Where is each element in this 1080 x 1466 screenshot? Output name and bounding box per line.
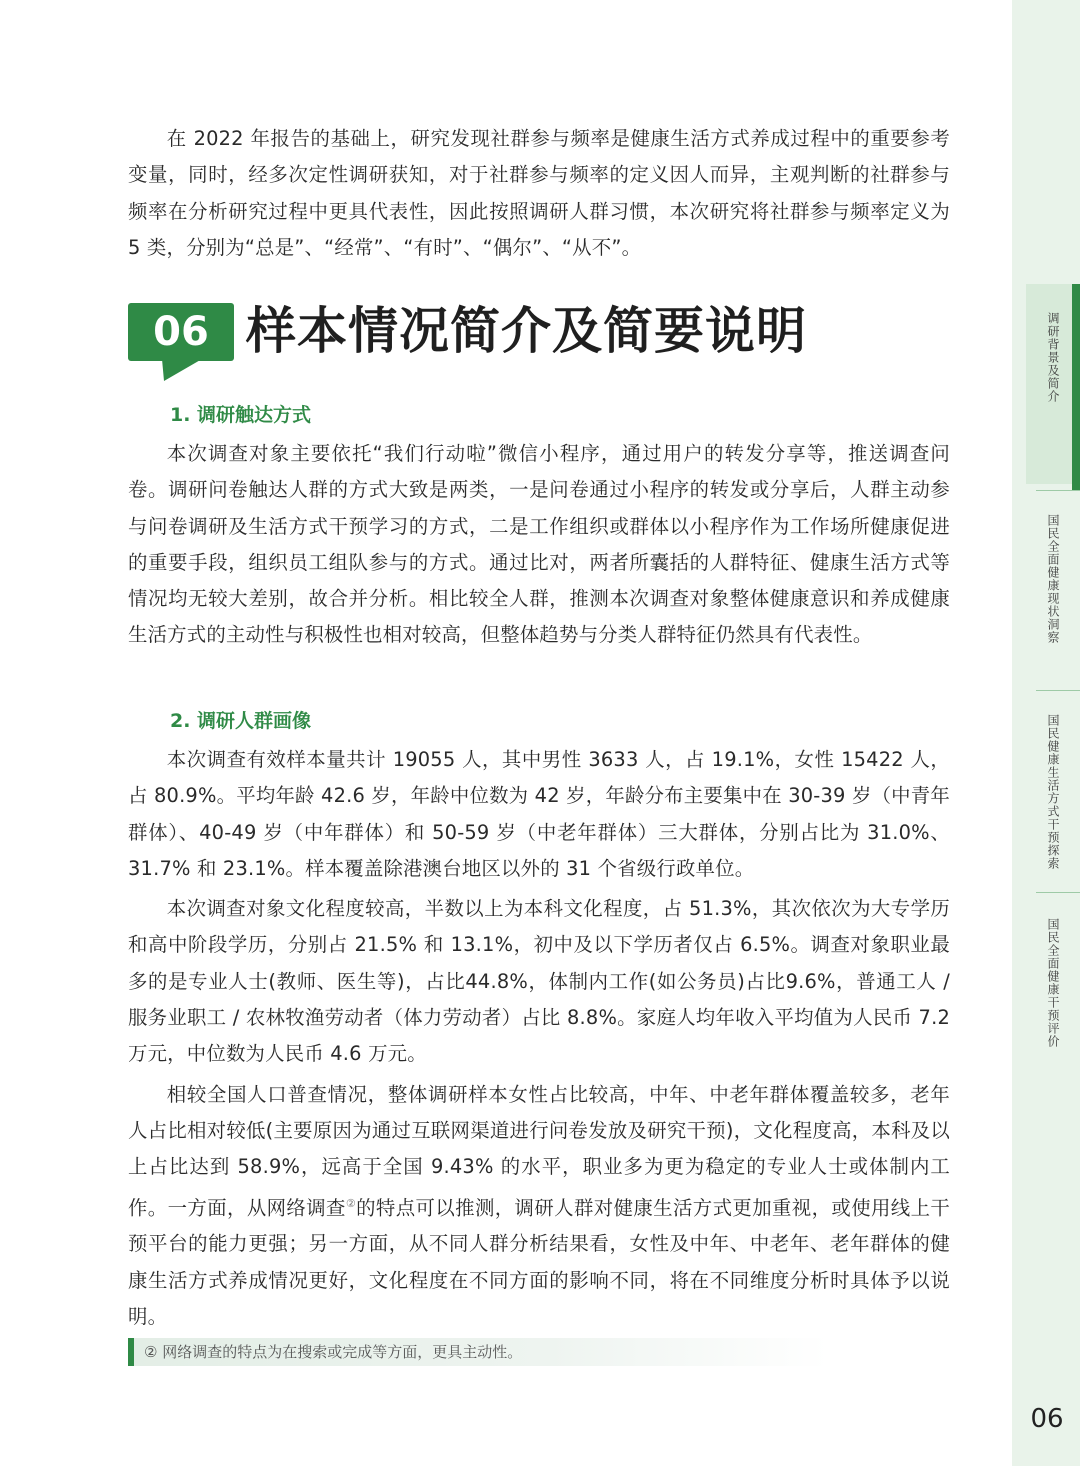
paragraph-text: 的特点可以推测，调研人群对健康生活方式更加重视，或使用线上干预平台的能力更强；另一方面，从不同人群分析结果看，女性及中年、中老年、老年群体的健康生活方式养成情况更好，文化程度在不同方面的影响不同，将在不同维度分析时具体予以说明。 <box>128 1196 951 1328</box>
sidebar-item-lifestyle-intervention[interactable]: 国民健康生活方式干预探索 <box>1046 714 1060 870</box>
subsection-heading: 1. 调研触达方式 <box>170 404 312 426</box>
section-title: 样本情况简介及简要说明 <box>246 302 807 360</box>
sidebar-divider <box>1036 490 1080 491</box>
section-number: 06 <box>153 309 209 355</box>
comparison-paragraph <box>128 1077 950 1336</box>
paragraph: 本次调查对象文化程度较高，半数以上为本科文化程度，占 51.3%，其次依次为大专学历和高中阶段学历，分别占 21.5% 和 13.1%，初中及以下学历者仅占 6.5%。调查对象职业最多的是专业人士(教师、医生等)，占比44.8%，体制内工作(如公务员)占比9.6%，普通工人 / 服务业职工 / 农林牧渔劳动者（体力劳动者）占比 8.8%。家庭人均年收入平均值为人民币 7.2 万元，中位数为人民币 4.6 万元。 <box>128 897 950 1066</box>
subsection-1 <box>128 400 950 654</box>
subsection-heading: 2. 调研人群画像 <box>170 710 312 732</box>
sidebar-item-health-status[interactable]: 国民全面健康现状洞察 <box>1046 514 1060 644</box>
sidebar-active-indicator <box>1072 284 1080 490</box>
footnote-text: ② 网络调查的特点为在搜索或完成等方面，更具主动性。 <box>144 1343 523 1361</box>
footnote-marker: ② <box>345 1196 357 1210</box>
section-number-badge <box>128 303 234 361</box>
footnote <box>128 1338 828 1366</box>
paragraph: 本次调查有效样本量共计 19055 人，其中男性 3633 人，占 19.1%，女性 15422 人，占 80.9%。平均年龄 42.6 岁，年龄中位数为 42 岁，年龄分布主要集中在 30-39 岁（中青年群体）、40-49 岁（中年群体）和 50-59 岁（中老年群体）三大群体，分别占比为 31.0%、31.7% 和 23.1%。样本覆盖除港澳台地区以外的 31 个省级行政单位。 <box>128 748 950 880</box>
paragraph-text: 相较全国人口普查情况，整体调研样本女性占比较高，中年、中老年群体覆盖较多，老年人占比相对较低(主要原因为通过互联网渠道进行问卷发放及研究干预)，文化程度高，本科及以上占比达到 58.9%，远高于全国 9.43% 的水平，职业多为更为稳定的专业人士或体制内工作。一方面，从网络调查 <box>128 1082 950 1220</box>
sidebar-item-background[interactable]: 调研背景及简介 <box>1046 312 1060 403</box>
intro-paragraph: 在 2022 年报告的基础上，研究发现社群参与频率是健康生活方式养成过程中的重要参考变量，同时，经多次定性调研获知，对于社群参与频率的定义因人而异，主观判断的社群参与频率在分析研究过程中更具代表性，因此按照调研人群习惯，本次研究将社群参与频率定义为 5 类，分别为“总是”、“经常”、“有时”、“偶尔”、“从不”。 <box>128 127 950 259</box>
page-number: 06 <box>1030 1404 1064 1434</box>
sidebar-item-intervention-evaluation[interactable]: 国民全面健康干预评价 <box>1046 918 1060 1048</box>
subsection-2 <box>128 706 950 1335</box>
sidebar-divider <box>1036 690 1080 691</box>
paragraph: 本次调查对象主要依托“我们行动啦”微信小程序，通过用户的转发分享等，推送调查问卷。调研问卷触达人群的方式大致是两类，一是问卷通过小程序的转发或分享后，人群主动参与问卷调研及生活方式干预学习的方式，二是工作组织或群体以小程序作为工作场所健康促进的重要手段，组织员工组队参与的方式。通过比对，两者所囊括的人群特征、健康生活方式等情况均无较大差别，故合并分析。相比较全人群，推测本次调查对象整体健康意识和养成健康生活方式的主动性与积极性也相对较高，但整体趋势与分类人群特征仍然具有代表性。 <box>128 442 950 647</box>
sidebar-divider <box>1036 892 1080 893</box>
badge-tail-icon <box>162 359 202 381</box>
footnote-bar <box>128 1338 134 1366</box>
intro-block <box>128 121 950 266</box>
